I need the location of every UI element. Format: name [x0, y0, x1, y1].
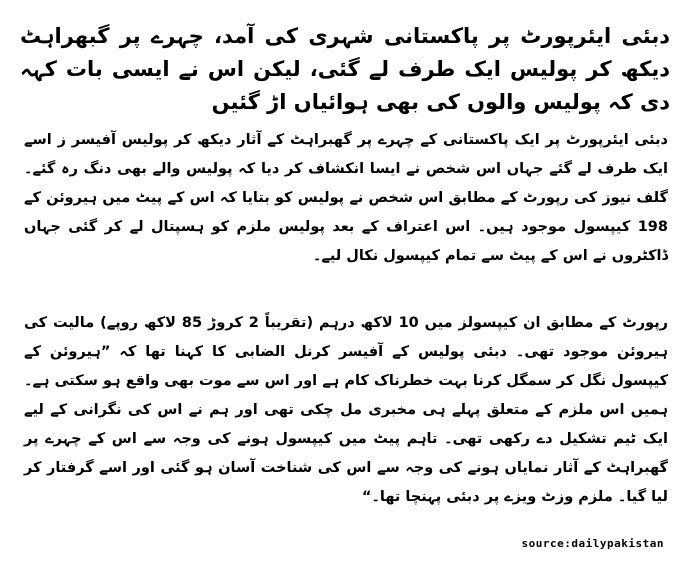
article-headline: دبئی ایئرپورٹ پر پاکستانی شہری کی آمد، چہرے پر گبھراہٹ دیکھ کر پولیس ایک طرف لے گئی، لیکن اس نے ایسی بات کہہ دی کہ پولیس والوں کی بھی ہوائیاں اڑ گئیں [20, 24, 670, 114]
article-paragraph-1: دبئی ایئرپورٹ پر ایک پاکستانی کے چہرے پر گھبراہٹ کے آثار دیکھ کر پولیس آفیسر ز اسے ایک طرف لے گئے جہاں اس شخص نے ایسا انکشاف کر دیا کہ پولیس والے بھی دنگ رہ گئے۔ گلف نیوز کی رپورٹ کے مطابق اس شخص نے پولیس کو بتایا کہ اس کے پیٹ میں ہیروئن کے 198 کیپسول موجود ہیں۔ اس اعتراف کے بعد پولیس ملزم کو ہسپتال لے کر گئی جہاں ڈاکٹروں نے اس کے پیٹ سے تمام کیپسول نکال لیے۔ [24, 132, 668, 264]
source-credit: source:dailypakistan [521, 537, 664, 550]
article-paragraph-2: رپورٹ کے مطابق ان کیپسولز میں 10 لاکھ درہم (تقریباً 2 کروڑ 85 لاکھ روپے) مالیت کی ہیروئن موجود تھی۔ دبئی پولیس کے آفیسر کرنل الضابی کا کہنا تھا کہ ”ہیروئن کے کیپسول نگل کر سمگل کرنا بہت خطرناک کام ہے اور اس سے موت بھی واقع ہو سکتی ہے۔ ہمیں اس ملزم کے متعلق پہلے ہی مخبری مل چکی تھی اور ہم نے اس کی نگرانی کے لیے ایک ٹیم تشکیل دے رکھی تھی۔ تاہم پیٹ میں کیپسول ہونے کی وجہ سے اس کے چہرے پر گھبراہٹ کے آثار نمایاں ہونے کی وجہ سے اس کی شناخت آسان ہو گئی اور اسے گرفتار کر لیا گیا۔ ملزم وزٹ ویزے پر دبئی پہنچا تھا۔“ [24, 315, 668, 505]
